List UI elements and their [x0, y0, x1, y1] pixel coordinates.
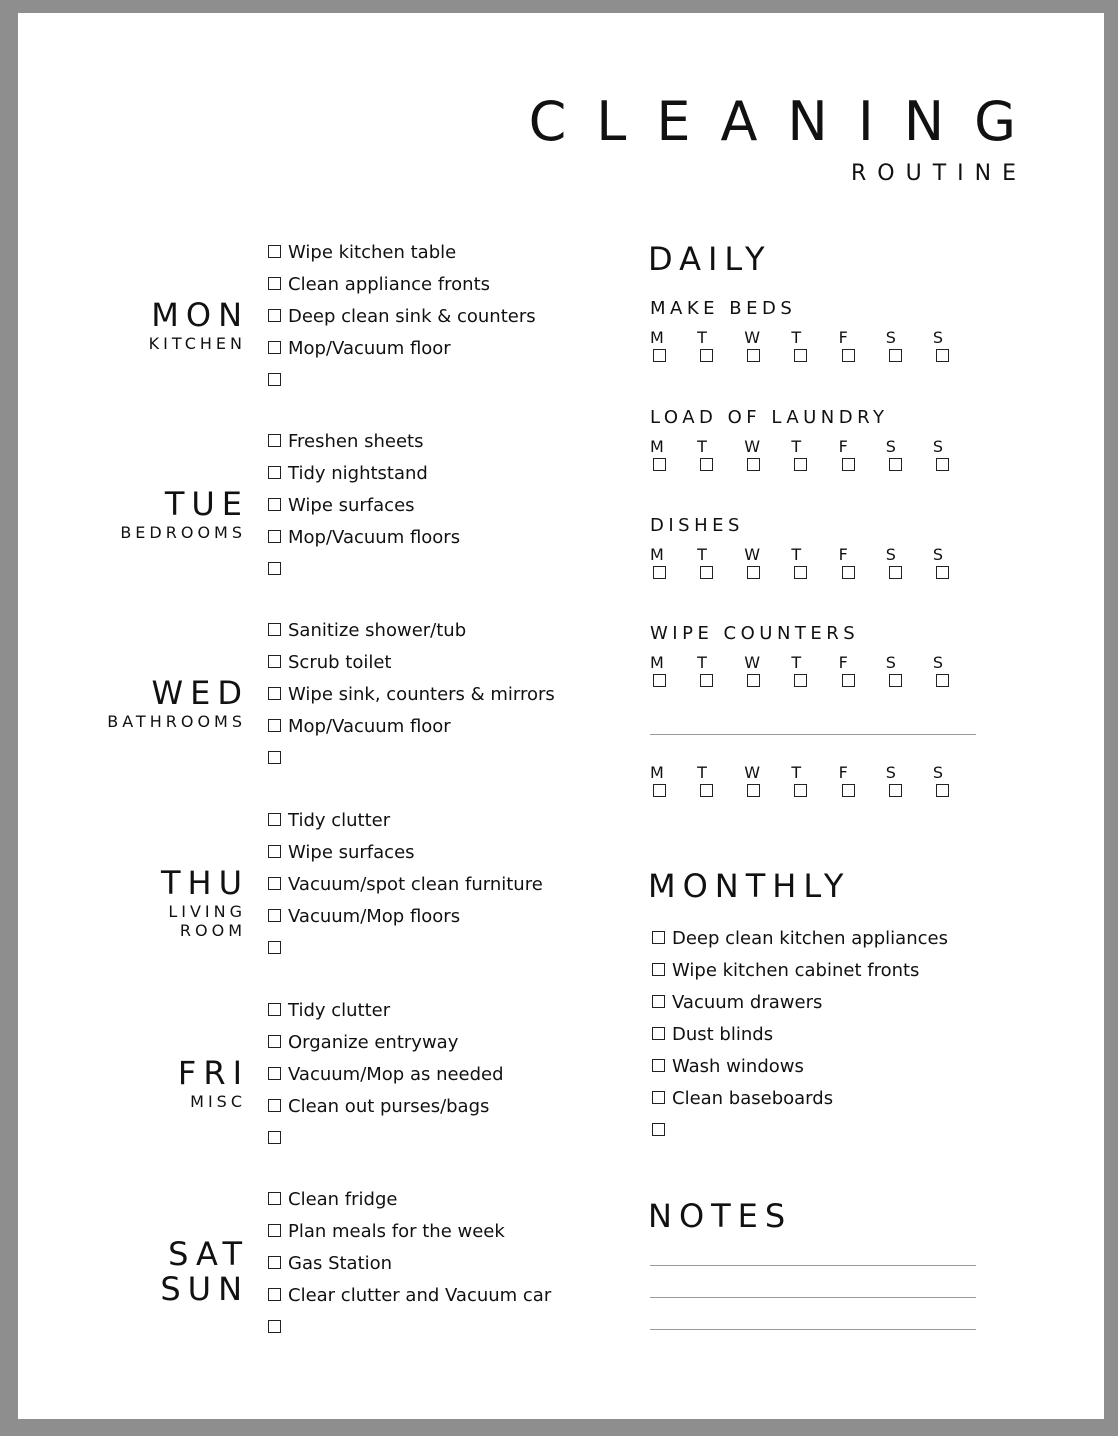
checkbox[interactable] [268, 530, 281, 543]
weekday-letter: M [650, 545, 664, 564]
checkbox[interactable] [268, 245, 281, 258]
checkbox[interactable] [700, 458, 713, 471]
weekday-letter: M [650, 328, 664, 347]
checkbox[interactable] [268, 1192, 281, 1205]
checkbox[interactable] [842, 674, 855, 687]
room-label: KITCHEN [148, 334, 246, 353]
weekday-checkbox[interactable] [933, 672, 980, 692]
weekday-letter: T [697, 437, 707, 456]
checkbox[interactable] [889, 458, 902, 471]
checkbox[interactable] [794, 566, 807, 579]
planner-page [18, 13, 1104, 1419]
weekday-checkbox[interactable] [650, 456, 697, 476]
day-task-list [268, 1187, 551, 1347]
task-item[interactable] [268, 936, 543, 968]
checkbox[interactable] [268, 813, 281, 826]
checkbox[interactable] [268, 1067, 281, 1080]
checkbox[interactable] [794, 784, 807, 797]
task-label: Clear clutter and Vacuum car [288, 1285, 552, 1306]
task-item[interactable] [268, 1030, 504, 1062]
task-item[interactable] [652, 1022, 948, 1054]
task-label: Sanitize shower/tub [288, 620, 467, 641]
weekday-letter: W [744, 328, 761, 347]
weekday-letter: M [650, 653, 664, 672]
weekday-letter: W [744, 437, 761, 456]
weekday-checkbox[interactable] [933, 456, 980, 476]
task-label: Wipe kitchen cabinet fronts [672, 960, 920, 981]
weekday-letter: F [838, 545, 848, 564]
task-item[interactable] [268, 1251, 551, 1283]
day-label: MON [151, 296, 249, 334]
checkbox[interactable] [700, 566, 713, 579]
checkbox[interactable] [268, 1224, 281, 1237]
weekday-letter: S [932, 653, 943, 672]
checkbox[interactable] [268, 909, 281, 922]
day-task-list [268, 808, 543, 968]
task-label: Deep clean kitchen appliances [672, 928, 948, 949]
checkbox[interactable] [652, 1059, 665, 1072]
weekday-checkbox[interactable] [650, 782, 697, 802]
task-item[interactable] [268, 1094, 504, 1126]
weekday-letter: S [885, 437, 896, 456]
weekday-checkbox[interactable] [744, 672, 791, 692]
checkbox[interactable] [747, 674, 760, 687]
task-item[interactable] [652, 1054, 948, 1086]
task-item[interactable] [268, 525, 460, 557]
notes-heading: NOTES [648, 1197, 793, 1235]
checkbox[interactable] [747, 566, 760, 579]
checkbox[interactable] [889, 674, 902, 687]
weekday-checkbox[interactable] [791, 672, 838, 692]
task-item[interactable] [268, 714, 555, 746]
task-label: Vacuum/Mop floors [288, 906, 461, 927]
task-label: Organize entryway [288, 1032, 459, 1053]
task-item[interactable] [268, 304, 536, 336]
checkbox[interactable] [653, 458, 666, 471]
checkbox[interactable] [268, 687, 281, 700]
checkbox[interactable] [268, 498, 281, 511]
day-block-tue [18, 429, 598, 589]
task-label: Clean fridge [288, 1189, 398, 1210]
checkbox[interactable] [842, 566, 855, 579]
day-label: FRI [177, 1054, 249, 1092]
weekday-checkbox[interactable] [650, 672, 697, 692]
task-item[interactable] [268, 336, 536, 368]
habit-tracker [650, 408, 980, 476]
checkbox[interactable] [653, 674, 666, 687]
custom-habit-line[interactable] [650, 734, 976, 735]
habit-tracker [650, 299, 980, 367]
task-item[interactable] [268, 429, 460, 461]
checkbox[interactable] [889, 566, 902, 579]
checkbox[interactable] [268, 466, 281, 479]
weekday-checkbox[interactable] [839, 564, 886, 584]
weekday-letter: W [744, 545, 761, 564]
weekday-checkbox[interactable] [933, 782, 980, 802]
weekday-letter: F [838, 763, 848, 782]
task-label: Tidy clutter [288, 1000, 391, 1021]
weekday-letter: F [838, 437, 848, 456]
room-label: ROOM [179, 921, 246, 940]
weekday-row [650, 438, 980, 456]
weekday-checkboxes [650, 347, 980, 367]
habit-tracker [650, 624, 980, 692]
checkbox[interactable] [268, 1099, 281, 1112]
room-label: BEDROOMS [120, 523, 246, 542]
habit-name: LOAD OF LAUNDRY [650, 407, 889, 428]
checkbox[interactable] [268, 655, 281, 668]
habit-name: WIPE COUNTERS [650, 623, 860, 644]
checkbox[interactable] [889, 784, 902, 797]
checkbox[interactable] [652, 1123, 665, 1136]
weekday-letter: W [744, 763, 761, 782]
notes-line[interactable] [650, 1329, 976, 1330]
checkbox[interactable] [700, 784, 713, 797]
day-task-list [268, 998, 504, 1158]
task-label: Tidy nightstand [288, 463, 428, 484]
day-label-2: SUN [160, 1270, 249, 1308]
day-block-wed [18, 618, 598, 778]
task-item[interactable] [268, 1219, 551, 1251]
weekday-letter: F [838, 653, 848, 672]
weekday-checkbox[interactable] [744, 564, 791, 584]
weekday-checkbox[interactable] [839, 456, 886, 476]
day-block-thu [18, 808, 598, 968]
habit-name: DISHES [650, 515, 744, 536]
checkbox[interactable] [747, 349, 760, 362]
weekday-checkboxes [650, 782, 980, 802]
task-item[interactable] [268, 904, 543, 936]
weekday-letter: S [932, 545, 943, 564]
weekday-letter: S [932, 763, 943, 782]
weekday-row [650, 546, 980, 564]
task-item[interactable] [652, 926, 948, 958]
weekday-checkbox[interactable] [697, 456, 744, 476]
weekday-letter: T [791, 763, 802, 782]
task-label: Wipe surfaces [288, 842, 415, 863]
checkbox[interactable] [268, 309, 281, 322]
task-item[interactable] [652, 958, 948, 990]
checkbox[interactable] [700, 349, 713, 362]
task-item[interactable] [268, 1283, 551, 1315]
weekday-checkboxes [650, 456, 980, 476]
checkbox[interactable] [268, 562, 281, 575]
room-label: BATHROOMS [107, 712, 246, 731]
task-item[interactable] [268, 272, 536, 304]
weekday-checkbox[interactable] [697, 564, 744, 584]
weekday-letter: T [791, 653, 802, 672]
weekday-letter: T [697, 653, 707, 672]
weekday-checkbox[interactable] [791, 564, 838, 584]
weekday-letter: T [791, 437, 802, 456]
checkbox[interactable] [936, 674, 949, 687]
task-label: Gas Station [288, 1253, 393, 1274]
weekday-checkboxes [650, 672, 980, 692]
weekday-letter: T [697, 545, 707, 564]
weekday-checkbox[interactable] [744, 782, 791, 802]
page-title: CLEANING [528, 90, 1046, 153]
task-label: Plan meals for the week [288, 1221, 505, 1242]
task-item[interactable] [268, 557, 460, 589]
weekday-checkbox[interactable] [886, 564, 933, 584]
task-label: Clean out purses/bags [288, 1096, 490, 1117]
weekday-checkbox[interactable] [697, 347, 744, 367]
weekday-checkbox[interactable] [839, 672, 886, 692]
checkbox[interactable] [268, 1320, 281, 1333]
weekday-checkbox[interactable] [791, 782, 838, 802]
habit-tracker [650, 732, 980, 802]
day-task-list [268, 429, 460, 589]
task-label: Deep clean sink & counters [288, 306, 536, 327]
checkbox[interactable] [268, 1003, 281, 1016]
weekday-letter: M [650, 763, 664, 782]
checkbox[interactable] [268, 1288, 281, 1301]
task-label: Wipe sink, counters & mirrors [288, 684, 555, 705]
checkbox[interactable] [268, 877, 281, 890]
checkbox[interactable] [268, 719, 281, 732]
weekday-letter: S [885, 653, 896, 672]
weekday-checkbox[interactable] [933, 564, 980, 584]
day-label: TUE [164, 485, 249, 523]
task-label: Wipe surfaces [288, 495, 415, 516]
weekday-letter: T [791, 328, 802, 347]
habit-tracker [650, 516, 980, 584]
weekday-checkbox[interactable] [886, 456, 933, 476]
weekday-checkbox[interactable] [697, 782, 744, 802]
checkbox[interactable] [794, 674, 807, 687]
checkbox[interactable] [747, 458, 760, 471]
checkbox[interactable] [652, 931, 665, 944]
task-item[interactable] [268, 493, 460, 525]
page-subtitle: ROUTINE [851, 161, 1027, 186]
weekday-checkbox[interactable] [791, 456, 838, 476]
day-label: SAT [168, 1235, 249, 1273]
day-label: THU [160, 864, 249, 902]
room-label: MISC [190, 1092, 246, 1111]
weekday-letter: W [744, 653, 761, 672]
room-label: LIVING [168, 902, 246, 921]
weekday-checkbox[interactable] [791, 347, 838, 367]
checkbox[interactable] [268, 341, 281, 354]
weekday-letter: S [885, 328, 896, 347]
task-item[interactable] [268, 1187, 551, 1219]
task-item[interactable] [268, 1126, 504, 1158]
checkbox[interactable] [268, 941, 281, 954]
weekday-letter: S [885, 763, 896, 782]
task-item[interactable] [268, 1315, 551, 1347]
task-item[interactable] [268, 682, 555, 714]
task-item[interactable] [652, 1118, 948, 1150]
weekday-letter: T [697, 763, 707, 782]
checkbox[interactable] [652, 995, 665, 1008]
checkbox[interactable] [268, 1035, 281, 1048]
weekday-letter: F [838, 328, 848, 347]
task-item[interactable] [652, 1086, 948, 1118]
checkbox[interactable] [842, 349, 855, 362]
weekday-letter: S [932, 437, 943, 456]
checkbox[interactable] [936, 349, 949, 362]
monthly-heading: MONTHLY [648, 867, 851, 905]
task-item[interactable] [268, 240, 536, 272]
day-label: WED [151, 674, 249, 712]
checkbox[interactable] [268, 1131, 281, 1144]
checkbox[interactable] [268, 845, 281, 858]
task-item[interactable] [268, 650, 555, 682]
task-item[interactable] [268, 1062, 504, 1094]
habit-name: MAKE BEDS [650, 298, 797, 319]
checkbox[interactable] [653, 566, 666, 579]
day-block-mon [18, 240, 598, 400]
task-label: Mop/Vacuum floor [288, 338, 451, 359]
weekday-checkbox[interactable] [839, 347, 886, 367]
checkbox[interactable] [268, 373, 281, 386]
weekday-checkbox[interactable] [886, 347, 933, 367]
checkbox[interactable] [652, 1027, 665, 1040]
task-item[interactable] [268, 998, 504, 1030]
checkbox[interactable] [653, 349, 666, 362]
checkbox[interactable] [794, 458, 807, 471]
notes-line[interactable] [650, 1265, 976, 1266]
task-label: Wash windows [672, 1056, 804, 1077]
weekday-checkboxes [650, 564, 980, 584]
task-label: Vacuum drawers [672, 992, 823, 1013]
weekday-checkbox[interactable] [839, 782, 886, 802]
weekday-letter: T [697, 328, 707, 347]
day-task-list [268, 240, 536, 400]
day-task-list [268, 618, 555, 778]
weekday-checkbox[interactable] [650, 347, 697, 367]
weekday-checkbox[interactable] [886, 672, 933, 692]
task-label: Vacuum/spot clean furniture [288, 874, 543, 895]
weekday-checkbox[interactable] [650, 564, 697, 584]
task-item[interactable] [268, 461, 460, 493]
weekday-row [650, 764, 980, 782]
task-label: Freshen sheets [288, 431, 424, 452]
checkbox[interactable] [936, 566, 949, 579]
checkbox[interactable] [268, 623, 281, 636]
notes-line[interactable] [650, 1297, 976, 1298]
checkbox[interactable] [936, 458, 949, 471]
day-block-sat [18, 1187, 598, 1347]
task-label: Clean baseboards [672, 1088, 834, 1109]
checkbox[interactable] [842, 458, 855, 471]
task-item[interactable] [268, 808, 543, 840]
task-label: Vacuum/Mop as needed [288, 1064, 504, 1085]
checkbox[interactable] [842, 784, 855, 797]
weekday-checkbox[interactable] [933, 347, 980, 367]
checkbox[interactable] [653, 784, 666, 797]
checkbox[interactable] [652, 1091, 665, 1104]
checkbox[interactable] [268, 434, 281, 447]
task-item[interactable] [268, 746, 555, 778]
checkbox[interactable] [652, 963, 665, 976]
weekday-letter: M [650, 437, 664, 456]
task-label: Wipe kitchen table [288, 242, 457, 263]
checkbox[interactable] [268, 1256, 281, 1269]
task-label: Clean appliance fronts [288, 274, 491, 295]
checkbox[interactable] [889, 349, 902, 362]
weekday-row [650, 329, 980, 347]
task-item[interactable] [652, 990, 948, 1022]
task-item[interactable] [268, 368, 536, 400]
weekday-letter: S [932, 328, 943, 347]
checkbox[interactable] [747, 784, 760, 797]
task-item[interactable] [268, 840, 543, 872]
weekday-checkbox[interactable] [744, 347, 791, 367]
task-label: Mop/Vacuum floor [288, 716, 451, 737]
weekday-row [650, 654, 980, 672]
checkbox[interactable] [268, 751, 281, 764]
checkbox[interactable] [700, 674, 713, 687]
task-item[interactable] [268, 618, 555, 650]
weekday-checkbox[interactable] [744, 456, 791, 476]
weekday-letter: T [791, 545, 802, 564]
daily-heading: DAILY [648, 240, 772, 278]
task-label: Tidy clutter [288, 810, 391, 831]
checkbox[interactable] [794, 349, 807, 362]
task-item[interactable] [268, 872, 543, 904]
weekday-checkbox[interactable] [886, 782, 933, 802]
task-label: Scrub toilet [288, 652, 392, 673]
checkbox[interactable] [936, 784, 949, 797]
task-label: Mop/Vacuum floors [288, 527, 461, 548]
checkbox[interactable] [268, 277, 281, 290]
weekday-checkbox[interactable] [697, 672, 744, 692]
day-block-fri [18, 998, 598, 1158]
task-label: Dust blinds [672, 1024, 774, 1045]
weekday-letter: S [885, 545, 896, 564]
monthly-task-list [652, 926, 948, 1150]
